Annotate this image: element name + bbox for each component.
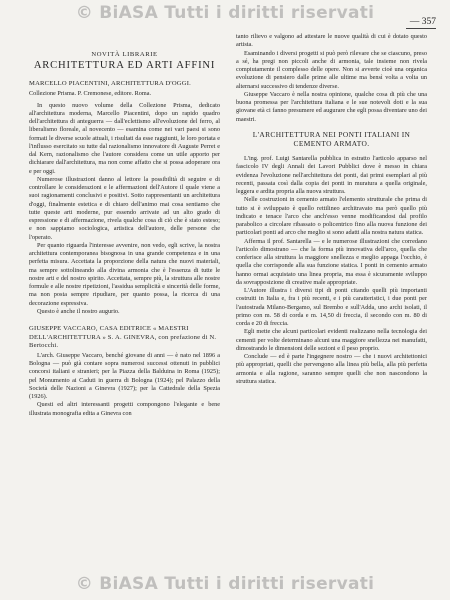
right-column <box>236 33 427 386</box>
book1-paragraph: Numerose illustrazioni danno al lettore la possibilità di seguire e di controllare le considerazioni e le affermazioni dell'Autore il quale viene a suoi ragionamenti conclusivi e positivi. Sotto rappresentanti un architettura d'oggi, finalmente estetica e di chiaro dell'animo mai cosa sentiamo che tutte queste arti moderne, pur essendo arrivate ad un alto grado di espressione e di affermazione, rivela qualche cosa di ciò che è stato esteso; e non sappiamo sociologica, artistica dell'autore, delle persone che l'operato. <box>29 175 220 241</box>
section-title: ARCHITETTURA ED ARTI AFFINI <box>33 60 216 71</box>
article-title: L'ARCHITETTURA NEI PONTI ITALIANI IN CEMENTO ARMATO. <box>252 129 411 149</box>
article-paragraph: L'ing. prof. Luigi Santarella pubblica in estratto l'articolo apparso nel fascicolo IV degli Annali dei Lavori Pubblici dove è messo in chiara evidenza l'evoluzione nell'architettura dei ponti, dai primi esemplari al più recenti, passata così dalla copia dei ponti in muratura a quella originale, leggera e ardita propria alla nuova struttura. <box>236 155 427 195</box>
book1-publisher: Collezione Prisma. P. Cremonese, editore. Roma. <box>29 89 152 97</box>
article-paragraph: Esaminando i diversi progetti si può però rilevare che se ciascuno, preso a sé, ha pregi non piccoli anche di armonia, tale insieme non rivela compiutamente il complesso delle opere. Non si avverte cioè una organica evoluzione di pensiero dalle prime alle ultime ma bensì volta a volta un alternarsi successivo di tendenze diverse. <box>236 49 427 90</box>
article-paragraph: Conclude — ed è parte l'ingegnere nostro — che i nuovi architettonici più appropriati, quelli che pervengono alla linea più bella, alla più perfetta armonia e alla ragione, saranno sempre quelli che non nascondono la struttura statica. <box>236 353 427 385</box>
page-number: — 357 <box>409 17 436 27</box>
book1-paragraph: In questo nuovo volume della Collezione Prisma, dedicato all'architettura moderna, Marcello Piacentini, dopo un rapido quadro dell'architettura di anteguerra — dall'eclettismo all'evoluzione del ferro, al liberalismo floreale, al novecento — esamina come nei vari paesi si sono formati le diverse scuole attuali, i risultati da esse raggiunti, le loro portata e l'influsso esercitato su tutte dal razionalismo innovatore di Auguste Perret e dal Kern, razionalismo che l'autore considera come un utile apporto per dichiarare dall'architettura, ma non come affatto che si possa adoperare ora e per oggi. <box>29 101 220 175</box>
section-label: NOVITÀ LIBRARIE <box>91 51 158 58</box>
book2-paragraph: Questi ed altri interessanti progetti compongono l'elegante e bene illustrata monografia edita a Ginevra con <box>29 401 220 417</box>
header-rule <box>406 28 436 29</box>
watermark-bottom: © BiASA Tutti i diritti riservati <box>75 574 375 594</box>
article-paragraph: Nelle costruzioni in cemento armato l'elemento strutturale che prima di tutto si è sviluppato è quello rettilineo architravato ma però quello più indicato e tenace l'arco che anch'esso venne modificandosi dal profilo parabolico a circolare ribassato o policentrico fino alla nuova funzione dei particolari ponti ad arco che meglio si sono adatti alla nostra natura statica. <box>236 196 427 237</box>
article-paragraph: Afferma il prof. Santarella — e le numerose illustrazioni che corredano l'articolo dimostrano — che la forma più innovativa dell'arco, quella che conferisce alla struttura la maggiore snellezza e meglio appaga l'occhio, è quella che corrisponde alla sua funzione statica. I ponti in cemento armato hanno ormai acquistato una linea propria, ma essa è sicuramente sviluppo da sovrapposizione di creative male appropriate. <box>236 237 427 286</box>
watermark-top: © BiASA Tutti i diritti riservati <box>75 3 375 23</box>
continued-paragraph: tanto rilievo e valgono ad attestare le nuove qualità di cui è dotato questo artista. <box>236 33 427 49</box>
article-paragraph: L'Autore illustra i diversi tipi di ponti citando quelli più importanti costruiti in Italia e, fra i più recenti, e i più caratteristici, i due ponti per l'autostrada Milano-Bergamo, sul Brembo e sull'Adda, uno archi isolati, il primo con m. 58 di corda e m. 14,50 di freccia, il secondo con m. 80 di corda e 20 di freccia. <box>236 287 427 327</box>
article-paragraph: Egli mette che alcuni particolari evidenti realizzano nella tecnologia dei cementi per volte determinano alcuni una maggiore snellezza nei manufatti, dimostrando le dimensioni delle sezioni e il peso proprio. <box>236 328 427 352</box>
book1-paragraph: Questo è anche il nostro augurio. <box>37 307 120 315</box>
book2-paragraph: L'arch. Giuseppe Vaccaro, benché giovane di anni — è nato nel 1896 a Bologna — può già contare sopra numerosi successi ottenuti in pubblici concorsi italiani e stranieri; per la Piazza della Balduina in Roma (1925); pel Monumento ai Caduti in guerra di Bologna (1924); pel Palazzo della Società delle Nazioni a Ginevra (1927); per la Cattedrale della Spezia (1926). <box>29 351 220 401</box>
book1-paragraph: Per quanto riguarda l'interesse avvenire, non vedo, egli scrive, la nostra architettura contemporanea bisognosa in una grande competenza e in una perfetta misura. Accettata la proporzione della natura che nuovi materiali, ma sempre sottolineando alla divina armonia che è l'essenza di tutte le nostre arti e del nostro spirito. Accettata, sempre più, la struttura alle nostre formule e alle nostre ripetizioni, l'assidua semplicità e sincerità delle forme, ma non posta sempre ripudiare, per quanto possa, la ricerca di una decorazione espressiva. <box>29 241 220 307</box>
book2-heading: GIUSEPPE VACCARO, CASA EDITRICE « MAESTRI DELL'ARCHITETTURA » S. A. GINEVRA, con prefazione di N. Bertocchi. <box>29 325 217 350</box>
left-column <box>29 33 220 418</box>
article-paragraph: Giuseppe Vaccaro è nella nostra opinione, qualche cosa di più che una buona promessa per l'architettura italiana e le sue notevoli doti e la sua giovane età ci fanno presumere ed augurare che egli possa diventare uno dei maestri. <box>236 90 427 123</box>
book1-heading: MARCELLO PIACENTINI, ARCHITETTURA D'OGGI. <box>29 80 191 87</box>
